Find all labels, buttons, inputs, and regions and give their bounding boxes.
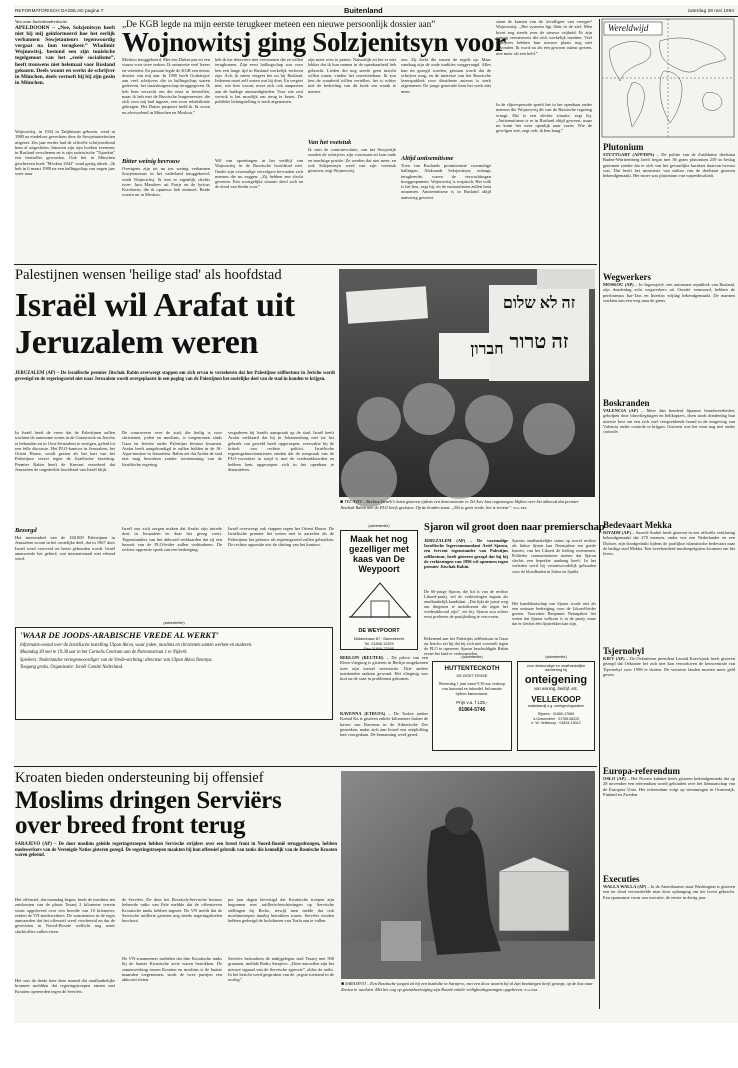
ad-ulpan-info: Toegang gratis. Organisatie: Israël Comité Nederland.: [20, 665, 124, 671]
arafat-col3b: Israël overweegt ook stappen tegen het Orient House. De Israëlische premier liet weten niet te aarzelen als de Palestijnen het gebouw als regeringszetel zullen gebruiken. De rechtse oppositie eist de sluiting van het kantoor.: [228, 526, 334, 547]
world-item: Bedevaart Mekka RIYADH (AP) – Saoedi-Arabië heeft gisteren in een officiële verklaring bekendgemaakt dat 270 mensen, onder wie een Nederlander en een Duitser, zijn doodgedrukt tijdens de jaarlijkse islamitische bedevaart naar de heilige stad Mekka. Een tweehonderd moslimpelgrims kwamen om het leven.: [603, 520, 736, 556]
bosnia-col1: Het offensief, dat maandag begon, heeft de moslims ten zuidoosten van de plaats Tesanj 2 kilometer terrein winst opgeleverd over een breedte van 10 kilometer, zeiden de VN-medewerkers. De waarnemers in de regio aanvaarden dat het offensief werd voorbereid en dat de gevechten in Noord-Bosnië wellicht nog meer slachtoffers zullen eisen.: [15, 897, 115, 934]
ad-vel-small-sub: makelaardij o.g. onteigeningszaken: [527, 704, 585, 708]
world-item-text: Meer dan honderd Spaanse brandweerlieden, geholpen door blusvliegtuigen en helikopters, doen sinds donderdag hun uiterste best om een zich snel verspreidende brand in de omgeving van Valencia onder controle te krijgen. Gisteren was het vuur nog niet onder controle.: [603, 408, 736, 434]
header-date: zaterdag 28 mei 1994: [687, 8, 734, 13]
ad-vel-phone: 01650-17665: [552, 712, 575, 716]
solz-lead: APELDOORN – „Nee, Solzjenitsyn heeft niet bij mij geïnformeerd hoe het eerlijk verbannen Sowjetauteurs tegenwoordig vergaat na hun terugkeer.” Wladimir Wojnowitsj, bestond een zijn tuuishche tegelgenoot van het „reele socialisme”, heeft trouwens niet helemaal voor Rusland gekozen. Deels woont en werkt de schrijver in München, deels vertoeft hij bij zijn gezin in München.: [15, 25, 115, 86]
bosnia-headline: Moslims dringen Serviërs: [15, 787, 282, 814]
ad-vel-small-strap: voor deskundige en onafhankelijke advisering bij: [526, 664, 586, 672]
ad-weypoort[interactable]: [340, 530, 418, 650]
world-item-title: Plutonium: [603, 142, 644, 152]
ad-hutt-price: Prijs v.a. f 125,-: [456, 700, 488, 705]
solz-col4b: Ik stuit de contrarevolutie, van het Sowjetrijk zouden de schrijvers zijn voorstaan uit hun oude en machtige positie. Ze werden dat niet meer, en ook Solzjenitsyn werd van zijn voetstuk gestoten, zegt Wojnowitsj.: [308, 147, 396, 173]
ad-ulpan-speakers: Sprekers: Nederlandse vertegenwoordiger van de Vrede-stichting; directeur van Ulpan Akiva Netanya.: [20, 657, 213, 663]
world-item-dateline: OSLO (AP): [603, 776, 626, 781]
ad-vellekoop-small[interactable]: [517, 661, 595, 751]
ad-label: (advertentie): [545, 655, 567, 659]
demo-sign-text: חברון: [470, 341, 504, 358]
solz-col6b: In de slijtersperiode speelt het in het openbaar onder mensen die Wojnowitsj dit van de Russische regering vraagt. Dat is een slechte situatie, zegt hij. „Antisemitisme is er in Rusland altijd geweest, maar nu komt het weer openlijk naar voren. Wie de gevolgen ziet, zegt ook: ik ben bang.”: [496, 102, 592, 134]
ad-weypoort-phone: Tel. 01806-12929: [364, 642, 394, 646]
ad-hutt-text: Woensdag 1 juni vanaf 9.30 uur verkoop van huisraad en inboedel. Informatie tijdens kantooruren.: [438, 681, 506, 696]
world-item-title: Europa-referendum: [603, 766, 681, 776]
ravenna-dateline: RAVENNA (ETRUFA): [340, 711, 386, 716]
world-item: Wegwerkers MOSKOU (AP) – In Ingoesjetië, een autonome republiek van Rusland, zijn donderdag acht wegwerkers uit Ossetië vermoord, hebben de persbureaus Itar-Tass en Interfax vrijdag bekendgemaakt. De mannen werkten aan een weg naar de grens.: [603, 272, 735, 303]
sjaron-lead: JERUZALEM (AP) – De voormalige Israëlische legercommandant Ariel Sjaron, een fervent tegenstander van Palestijns zelfbestuur, heeft gisteren gezegd dat hij bij de verkiezingen van 1996 wil opnemen tegen premier Jitschak Rabin.: [424, 538, 508, 570]
world-item: Europa-referendum OSLO (AP) – Het Noorse kabinet heeft gisteren bekendgemaakt dat op 28 november een referendum wordt gehouden over het lidmaatschap van de Europese Unie. Het referendum volgt op stemmingen in Oostenrijk, Finland en Zweden.: [603, 766, 736, 797]
weypoort-logo-icon: [341, 577, 419, 623]
arafat-col1: In Israël heeft de vrees dat de Palestijnen zullen trachten de autonome zones in de Gazastrook en Jericho te behouden en in Oost-Jeruzalem te vestigen, geleid tot een felle discussie. Het PLO-kantoor in Jeruzalem, het Orient House, wordt gezien als het hart van het Palestijnse verzet tegen de Israëlische bezetting. Premier Rabin heeft de Knesset verzekerd dat Jeruzalem de ongedeelde hoofdstad van Israël blijft.: [15, 430, 115, 472]
demo-photo-credit: Foto EPA: [513, 506, 527, 511]
ad-vel-small-word: onteigening: [524, 674, 588, 686]
solz-col4: zijn meer over te praten. Natuurlijk zit het er niet lekker dat ik hun namen in de openbaarheid heb gebracht. Lieden die nog steeds geen inzicht willen tonen, vinden het onverteerbaar. Ik zou hen de waarheid willen vertellen, het is echter niet de bedoeling van dit boek om wraak te nemen.: [308, 57, 396, 94]
ad-vel-phone: 01834-15012: [559, 721, 581, 726]
solz-col6: staan de kansen van de 'afvalligen' van vroeger? Wojnowitsj: „Het systeem ligt flink in de ziel. Men hoort nog steeds over de nieuwe vrijheid. Er zijn weinig vernieuwers die zich werkelijk inzetten. Veel schrijvers hebben hun nieuwe plaats nog niet gevonden. Ik word nu als een gewoon auteur gezien, niet meer als een held.”: [496, 19, 592, 56]
world-item-dateline: WALLA WALLA (AP): [603, 884, 647, 889]
bosnia-col2b: De VN-waarnemers meldden dat drie Kroatische tanks bij de laatste Kroatische actie waren betrokken. De samenwerking tussen Kroaten en moslims is de laatste maanden toegenomen, sinds de twee partijen een akkoord sloten.: [122, 956, 222, 982]
world-item-text: In de Amerikaanse staat Washington is gisteren een ter dood veroordeelde man door ophanging om het leven gebracht. Een spaarzame vorm van executie, de eerste in dertig jaar.: [603, 884, 735, 900]
arafat-col3: vergaderen bij Israëls aanspraak op de stad. Israël heeft Arafat verklaard dat hij in Johannesburg niet tot het gebruik van geweld heeft opgeroepen, verzwakte hij de kritiek van rechtse politici. Israëlische regeringsfunctionarissen vinden dat de toespraak van de PLO-voorzitter in strijd is met de vredesakkoorden en hebben hem opgeroepen zich in het openbaar te distantiëren.: [228, 430, 334, 472]
demo-caption-text: TEL AVIV – Rechtse Israëli's laten gisteren tijdens een demonstratie in Tel Aviv hun ongenoegen blijken over het akkoord dat premier Jitschak Rabin met de PLO heeft gesloten. Op de borden staat: „Dit is geen vrede, het is terreur”.: [340, 499, 579, 511]
ad-vel-contact: Ir. W. Vellekoop: [531, 721, 557, 726]
ad-ulpan-title: 'WAAR DE JOODS-ARABISCHE VREDE AL WERKT': [20, 630, 219, 640]
arafat-col2: De controverse over de stad, die heilig is voor christenen, joden en moslims, is toegenomen sinds Gaza en Jericho onder Palestijns bestuur kwamen. Arafat heeft aangekondigd te zullen bidden in de Al-Aqsa-moskee in Jeruzalem. Rabin zei dat Arafat de stad niet mag bezoeken zonder toestemming van de Israëlische regering.: [122, 430, 222, 467]
caption-bullet-icon: ■: [340, 500, 344, 505]
solz-col3: heb ik toe deesvrere niet vervenmen dat ze willen terugkomen. Zijn eerst ballingschap was voor hen een lange tijd in Rusland werkelijk verloren zijn. Ach, ik neem vergeet het nu bij Rusland. Iedereen moet zelf weten wat hij doet. En vergeet niet, wie hier woont, moet zich ook aanpassen aan de huidige omstandigheden. Voor wie ooit vertrok is het moeilijk om terug te keren. De publieke belangstelling is sterk afgenomen.: [215, 57, 304, 104]
arafat-headline: Israël wil Arafat uit Jeruzalem weren: [15, 287, 295, 361]
bosnia-col3b: Serviërs bestookten de nabijgelegen stad Tesanj met 500 granaten, meldde Radio Sarajevo. „Deze aanvallen zijn het nieuwe signaal van de Servische agressie”, aldus de radio. In het bericht werd gesproken van de „ergste toestand in de oorlog”.: [228, 956, 334, 982]
demo-sign-text: זה טרור: [509, 331, 569, 353]
world-item-title: Boskranden: [603, 398, 650, 408]
bosnia-kicker: Kroaten bieden ondersteuning bij offensief: [15, 770, 264, 786]
bus-stop-photo: [341, 771, 595, 979]
ad-vel-city: 's-Gravendeel: [532, 716, 555, 721]
arafat-col1b: Het meerendeel van de 160.000 Palestijnen in Jeruzalem woont in het oostelijke deel, dat in 1967 door Israël werd veroverd en bezet gehouden wordt. Israël annexeerde het gebied, wat internationaal niet erkend werd.: [15, 535, 115, 561]
ad-vel-small-contacts: Rijssen · 01650-17665 's-Gravendeel · 01785-56222 Ir. W. Vellekoop · 01834-15012: [531, 712, 581, 726]
world-map-icon: [602, 19, 734, 137]
world-list: [603, 142, 735, 1012]
world-item: Boskranden VALENCIA (AP) – Meer dan honderd Spaanse brandweerlieden, geholpen door blusvliegtuigen en helikopters, doen sinds donderdag hun uiterste best om een zich snel verspreidende brand in de omgeving van Valencia onder controle te krijgen. Gisteren was het vuur nog niet onder controle.: [603, 398, 736, 434]
world-item-text: De politie van de Zuidduitse deelstaat Baden-Württemberg heeft begin mei 56 gram plutonium 239 in beslag genomen zonder dat er zich van het gevaarlijke karakter daarvan bewust was. Dat heeft het ministerie van milieu van de deelstaat gisteren bekendgemaakt. Het snoer was plutonium van wapenkwaliteit.: [603, 152, 735, 178]
arafat-kicker: Palestijnen wensen 'heilige stad' als hoofdstad: [15, 267, 282, 283]
ad-label: (advertentie): [461, 655, 483, 659]
bosnia-col2: de Serviërs. De door het Bosnisch-Servische bestuur beheerde radio van Pale meldde dat de offensieven Kroatische tanks hebben ingezet. De VN meldt dat de Servische artillerie gisteren nog steeds regeringsdoelen beschoot.: [122, 897, 222, 923]
arafat-sub1: Bezorgd: [15, 527, 37, 534]
solz-col3b: Wil van opzettingen in het verblijf van Wojnowitsj in de Russische hoofdstad niet. Onder zijn voormalige vervolgers bevonden zich mensen die nu zeggen: „Zij hebben een slecht geweten. Een soortgelijke situatie deed zich na de dood van Stalin voor.”: [215, 158, 303, 190]
solz-quote: „De KGB legde na mijn eerste terugkeer meteen een nieuwe persoonlijk dossier aan”: [122, 19, 436, 29]
world-item: Plutonium STUTTGART (AFP/DPA) – De politie van de Zuidduitse deelstaat Baden-Württemberg heeft begin mei 56 gram plutonium 239 in beslag genomen zonder dat er zich van het gevaarlijke karakter daarvan bewust was. Dat heeft het ministerie van milieu van de deelstaat gisteren bekendgemaakt. Het snoer was plutonium van wapenkwaliteit.: [603, 142, 735, 178]
ad-huttenteckoth[interactable]: [432, 661, 512, 751]
newspaper-page: [14, 5, 738, 1023]
ad-vel-city: Rijssen: [537, 712, 550, 716]
mid-rule: [14, 766, 597, 767]
sjaron-col2: Sjarons onafhankelijke status op zowel rechtse als linkse lijsten kan Netanjahoe ten goede komen, van het Likoed de leiding overnemen. Politieke commentatoren menen dat Sjaron slechts een beperkte aanhang heeft. In het verleden werd hij verantwoordelijk gehouden voor de bloedbaden in Sabra en Sjatila.: [512, 538, 596, 574]
solz-bottom-rule: [14, 264, 597, 265]
ad-ulpan-intro: Informatie-avond over de Israëlische instelling Ulpan Akiva, waar joden, moslims en christenen samen werken en studeren.: [20, 642, 253, 648]
berlijn-text: De piloot van een Klein vliegtuig is gisteren in Berlijn omgekomen toen zijn toestel neerstortte. Drie andere inzittenden raakten gewond. Het vliegtuig was kort na de start in problemen gekomen.: [340, 655, 428, 681]
world-item-text: Saoedi-Arabië heeft gisteren in een officiële verklaring bekendgemaakt dat 270 mensen, onder wie een Nederlander en een Duitser, zijn doodgedrukt tijdens de jaarlijkse islamitische bedevaart naar de heilige stad Mekka. Een tweehonderd moslimpelgrims kwamen om het leven.: [603, 530, 736, 556]
bosnia-col3: per jaar dagen bevestigd dat Kroatische troepen zijn begonnen met artillerie-beschietingen op Servische stellingen bij Brcko, terwijl men melde dat ook moslimtroepen daarbij betrokken waren. Serviërs zouden hebben gedreigd de luchthaven van Tuzla aan te vallen.: [228, 897, 334, 923]
ad-ulpan-akiva[interactable]: [15, 627, 333, 720]
solz-byline: Van onze buitenlandredactie: [15, 19, 68, 24]
demonstration-photo: [339, 269, 595, 497]
world-item-text: Het Noorse kabinet heeft gisteren bekendgemaakt dat op 28 november een referendum wordt gehouden over het lidmaatschap van de Europese Unie. Het referendum volgt op stemmingen in Oostenrijk, Finland en Zweden.: [603, 776, 736, 797]
sjaron-headline: Sjaron wil groot doen naar premierschap: [424, 522, 605, 533]
ad-vel-phone: 01785-56222: [558, 716, 580, 721]
bosnia-lead: SARAJEVO (AP) – De door moslims geleide regeringstroepen hebben Servische strijders over een breed front in Noord-Bosnië teruggedrongen, hebben medewerkers van de Verenigde Naties gisteren gezegd. De regeringstroepen maakten bij hun offensief gebruik van tanks die kennelijk van de Bosnische Kroaten waren geleend.: [15, 842, 337, 859]
solz-col2b: Overigens zijn tot nu toe weinig verbannen Sowjetauteurs in het vaderland teruggekeerd, vindt Wojnowitsj. Ik ken er eigenlijk slechts twee: Jura Mamleev uit Parijs en de lyricus Korshavin, die ik opnieuw heb ontmoet. Beide wonen nu in Moskou.: [122, 166, 210, 198]
solz-col1: Wojnowitsj, in 1932 in Tadjikistan geboren, werd in 1980 na eindeloze gevechten door de Sowjetautoriteiten uitgezet. Zes jaar eerder had de officiële schrijversbond hem al uitgesloten. Intussen zijn zijn boeken eveneens in Rusland verschenen en is zijn satiristische "Tsjonkin" een bestseller geworden. Ook het in München geschreven boek "Moskou 2042" vond gretig aftrek. „Ik heb in 6 maart 1989 na een ballingschap van negen jaar weer naar: [15, 129, 115, 176]
solz-col5: zou. Zij dicht die tussen de regels op. Maar vandaag zijn de oude tradities weggevaagd. Alles kan nu gezegd worden, gestaan wordt dat de schrijver mag, en de interesse van het Russische lezerspubliek voor dissidente auteurs is sterk afgenomen. De jonge generatie kent het werk niet meer.: [401, 57, 491, 94]
world-item: Tsjernobyl KIEV (AP) – De Oekraïense president Leonid Kravtsjoek heeft gisteren gezegd dat Oekraïne het zich niet kan veroorloven de kerncentrale van Tsjernobyl voor 1998 te sluiten. De westerse landen moeten meer geld geven.: [603, 646, 735, 677]
solz-col2: Moskou teruggekeerd. Met een Duitse pas en een visum voor twee weken. Ik ontmoette veel lezers en vrienden. En passant legde de KGB een nieuw dossier van mij aan. In 1990 heeft Gorbatsjov aan veel schrijvers die in ballingschap waren gedreven, het staatsburgerschap teruggegeven. Ik heb hem verzocht om die eerst te herstellen, maar ik heb met de Russische burgemeester, die zich voor mij had ingezet, een soort rehabilitatie gekregen. Het Duitse paspoort hield ik. Ik woon nu afwisselend in München en Moskou.”: [122, 57, 210, 115]
ad-vel-small-logo: VELLEKOOP: [531, 695, 581, 704]
ravenna-brief: RAVENNA (ETRUFA) – De Turkse tanker Komal Ka is gisteren enkele kilometers buiten de haven van Ravenna in de Adriatische Zee gezonken, nadat zich aan boord een ontploffing had voorgedaan. De bemanning werd gered.: [340, 711, 428, 737]
solz-col5b: Toen van Ruslands prominentste voormalige ballingen, Aleksandr Solzjenitsyn, onlangs terugkeerde, waren de verwachtingen hooggespannen. Wojnowitsj is sceptisch. Het volk is het beu, zegt hij, en de nationalisten zullen hem omarmen. Antisemitisme is in Rusland altijd aanwezig geweest.: [401, 163, 491, 200]
header-section: Buitenland: [344, 6, 383, 15]
bosnia-photo-credit: Foto EPA: [524, 988, 538, 993]
world-item-title: Tsjernobyl: [603, 646, 645, 656]
berlijn-dateline: BERLIJN (REUTER): [340, 655, 384, 660]
world-item-title: Bedevaart Mekka: [603, 520, 672, 530]
bosnia-headline-2: over breed front terug: [15, 812, 246, 839]
world-item-dateline: RIYADH (AP): [603, 530, 631, 535]
ad-hutt-subtitle: DE BOETTENSE: [456, 673, 488, 678]
solz-sub2: Van het voetstuk: [308, 139, 352, 146]
solz-sub3: Altijd antisemitisme: [401, 155, 454, 162]
ad-vel-small-tag: van woning, bedrijf, etc.: [534, 686, 578, 691]
berlijn-brief: BERLIJN (REUTER) – De piloot van een Klein vliegtuig is gisteren in Berlijn omgekomen toen zijn toestel neerstortte. Drie andere inzittenden raakten gewond. Het vliegtuig was kort na de start in problemen gekomen.: [340, 655, 428, 681]
ad-label: (advertentie): [368, 524, 390, 528]
solz-sub1: Bitter weinig bevrouw: [122, 158, 180, 165]
header-publisher: REFORMATORISCH DAGBLAD pagina 7: [15, 8, 104, 13]
arafat-lead: JERUZALEM (AP) – De Israëlische premier Jitschak Rabin overweegt stappen om zich ervan te verzekeren dat het Palestijnse zelfbestuur in Jericho wordt gevestigd en de regeringszetel niet naar Jeruzalem wordt overgeplaatst in een poging van de Palestijnen het oostelijke deel van de stad in handen te krijgen.: [15, 371, 335, 382]
ravenna-text: De Turkse tanker Komal Ka is gisteren enkele kilometers buiten de haven van Ravenna in de Adriatische Zee gezonken, nadat zich aan boord een ontploffing had voorgedaan. De bemanning werd gered.: [340, 711, 428, 737]
bus-stop-photo-image: [341, 771, 595, 979]
bosnia-caption-text: SARAJEVO – Een Bosnische jongen zit bij een bushalte in Sarajevo, met een doos waarin hij al zijn bezittingen heeft gestopt, op de bus naar Zenica te wachten. Met het oog op gezinshereniging zijn Bosnië enkele veiligheidsgarangen opgeheven.: [341, 981, 593, 993]
ad-hutt-phone: 01864-5746: [458, 707, 486, 713]
world-item: Executies WALLA WALLA (AP) – In de Amerikaanse staat Washington is gisteren een ter dood veroordeelde man door ophanging om het leven gebracht. Een spaarzame vorm van executie, de eerste in dertig jaar.: [603, 874, 735, 900]
bosnia-caption: [341, 981, 595, 1011]
world-item-dateline: VALENCIA (AP): [603, 408, 638, 413]
world-banner: [602, 19, 734, 139]
bosnia-col1b: Het was de derde keer deze maand dat onafhankelijke bronnen meldden dat regeringstroepen samen met Kroaten opereerden tegen de Serviërs.: [15, 978, 115, 994]
header-rule: [14, 16, 738, 17]
demo-caption: [340, 499, 594, 521]
world-item-text: De Oekraïense president Leonid Kravtsjoek heeft gisteren gezegd dat Oekraïne het zich niet kan veroorloven de kerncentrale van Tsjernobyl voor 1998 te sluiten. De westerse landen moeten meer geld geven.: [603, 656, 735, 677]
world-divider: [599, 19, 600, 1009]
world-item-title: Wegwerkers: [603, 272, 651, 282]
world-item-title: Executies: [603, 874, 640, 884]
ad-weypoort-fax: Fax 01806-22595: [364, 647, 394, 651]
arafat-col2b: Israël zou zich zorgen maken dat Arafat zijn intrede doet in Jeruzalem en daar het gezag voert. Tegenstanders van het akkoord verklaarden dat zij een bezoek van de PLO-leider zullen verhinderen. De rechtse oppositie sprak van een bedreiging.: [122, 526, 222, 552]
world-item-dateline: STUTTGART (AFP/DPA): [603, 152, 655, 157]
world-item-dateline: KIEV (AP): [603, 656, 625, 661]
sjaron-col1b: Rekenend aan het Palestijns zelfbestuur in Gaza en Jericho zei hij dat hij zich niet voorstelt tegen de PLO te opereren. Sjaron beschuldigde Rabin ervan het land te verkwanselen.: [424, 636, 508, 657]
ad-weypoort-address: Middenbaan 87 · Barendrecht: [353, 637, 405, 641]
ad-weypoort-logo-text: DE WEYPOORT: [358, 628, 400, 634]
demo-sign-text: זה לא שלום: [502, 295, 576, 312]
solz-headline: Wojnowitsj ging Solzjenitsyn voor: [122, 27, 506, 57]
ad-weypoort-title: Maak het nog gezelliger met kaas van De Weypoort: [348, 534, 410, 574]
sjaron-col2b: Het kandidaatschap van Sjaron wordt niet als een serieuze bedreiging voor de Likoed-leider gezien. Voorzitter Benjamin Netanjahoe liet weten dat Sjaron welkom is in de partij, maar dat er slechts één lijsttrekker kan zijn.: [512, 601, 596, 627]
sjaron-col1: De 66-jarige Sjaron, die lid is van de rechtse Likoed-partij, wil de verkiezingen ingaan als onafhankelijk kandidaat. „Dat lijkt de juiste weg om diegenen te mobiliseren die tegen het vredesakkoord zijn”, zei hij. Sjaron zou echter eerst proberen de partijleiding te veroveren.: [424, 589, 508, 620]
ad-label: (advertentie): [163, 621, 185, 625]
world-item-dateline: MOSKOU (AP): [603, 282, 634, 287]
ad-hutt-title: HUTTENTECKOTH: [444, 665, 500, 672]
caption-bullet-icon: ■: [341, 982, 345, 987]
world-item-text: In Ingoesjetië, een autonome republiek van Rusland, zijn donderdag acht wegwerkers uit Ossetië vermoord, hebben de persbureaus Itar-Tass en Interfax vrijdag bekendgemaakt. De mannen werkten aan een weg naar de grens.: [603, 282, 735, 303]
world-title: Wereldwijd: [608, 23, 649, 33]
ad-ulpan-date: Maandag 30 mei te 19.30 uur in het Cornelis Centrum aan de Patroonstraat 1 te Nijkerk.: [20, 650, 188, 656]
